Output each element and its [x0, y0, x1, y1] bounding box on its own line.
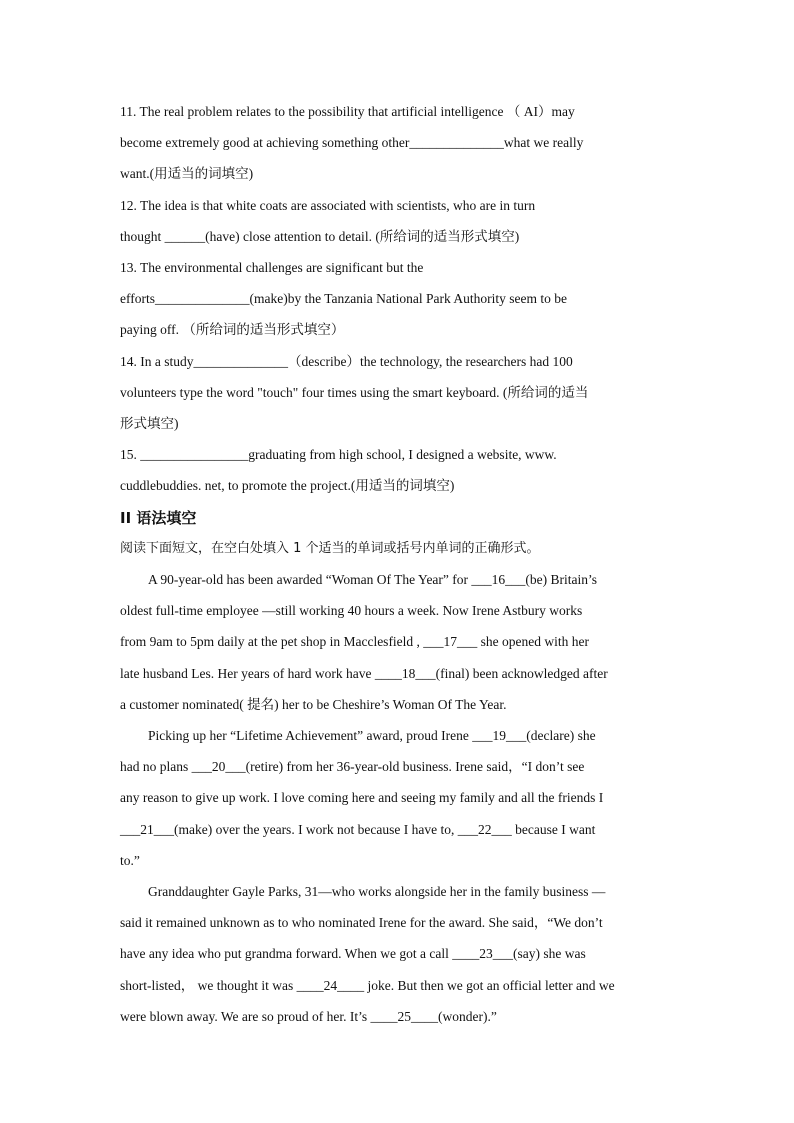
passage-line: Granddaughter Gayle Parks, 31—who works alongside her in the family business — [148, 884, 606, 899]
question-14-line-1: 14. In a study______________（describe）the technology, the researchers had 100 [120, 354, 573, 369]
passage-line: A 90-year-old has been awarded “Woman Of The Year” for ___16___(be) Britain’s [148, 572, 598, 587]
question-11-line-2: become extremely good at achieving something other______________what we really [120, 135, 584, 150]
passage-line: ___21___(make) over the years. I work not because I have to, ___22___ because I want [120, 822, 596, 837]
question-12-line-2: thought ______(have) close attention to detail. (所给词的适当形式填空) [120, 229, 520, 244]
question-15-line-1: 15. ________________graduating from high school, I designed a website, www. [120, 447, 557, 462]
passage-line: have any idea who put grandma forward. When we got a call ____23___(say) she was [120, 946, 586, 961]
question-11-line-1: 11. The real problem relates to the possibility that artificial intelligence （ AI）may [120, 104, 575, 119]
question-13-line-3: paying off. （所给词的适当形式填空） [120, 322, 345, 337]
question-15-line-2: cuddlebuddies. net, to promote the project.(用适当的词填空) [120, 478, 455, 493]
question-11-line-3: want.(用适当的词填空) [120, 166, 254, 181]
passage-line: to.” [120, 853, 140, 868]
passage-line: short-listed， we thought it was ____24____ joke. But then we got an official letter and we [120, 978, 615, 993]
passage-line: said it remained unknown as to who nominated Irene for the award. She said，“We don’t [120, 915, 603, 930]
passage-line: any reason to give up work. I love coming here and seeing my family and all the friends I [120, 790, 604, 805]
passage-line: from 9am to 5pm daily at the pet shop in Macclesfield , ___17___ she opened with her [120, 634, 590, 649]
question-14-line-3: 形式填空) [120, 416, 179, 431]
passage-line: had no plans ___20___(retire) from her 36-year-old business. Irene said，“I don’t see [120, 759, 585, 774]
passage-line: Picking up her “Lifetime Achievement” award, proud Irene ___19___(declare) she [148, 728, 596, 743]
question-14-line-2: volunteers type the word "touch" four times using the smart keyboard. (所给词的适当 [120, 385, 589, 400]
question-12-line-1: 12. The idea is that white coats are associated with scientists, who are in turn [120, 198, 536, 213]
section-heading: II 语法填空 [120, 509, 197, 527]
passage-line: a customer nominated( 提名) her to be Cheshire’s Woman Of The Year. [120, 697, 507, 712]
passage-line: late husband Les. Her years of hard work have ____18___(final) been acknowledged after [120, 666, 608, 681]
question-13-line-2: efforts______________(make)by the Tanzania National Park Authority seem to be [120, 291, 567, 306]
section-instruction: 阅读下面短文，在空白处填入 1 个适当的单词或括号内单词的正确形式。 [120, 541, 540, 556]
passage-line: were blown away. We are so proud of her. It’s ____25____(wonder).” [120, 1009, 497, 1024]
passage-line: oldest full-time employee —still working 40 hours a week. Now Irene Astbury works [120, 603, 583, 618]
question-13-line-1: 13. The environmental challenges are significant but the [120, 260, 424, 275]
